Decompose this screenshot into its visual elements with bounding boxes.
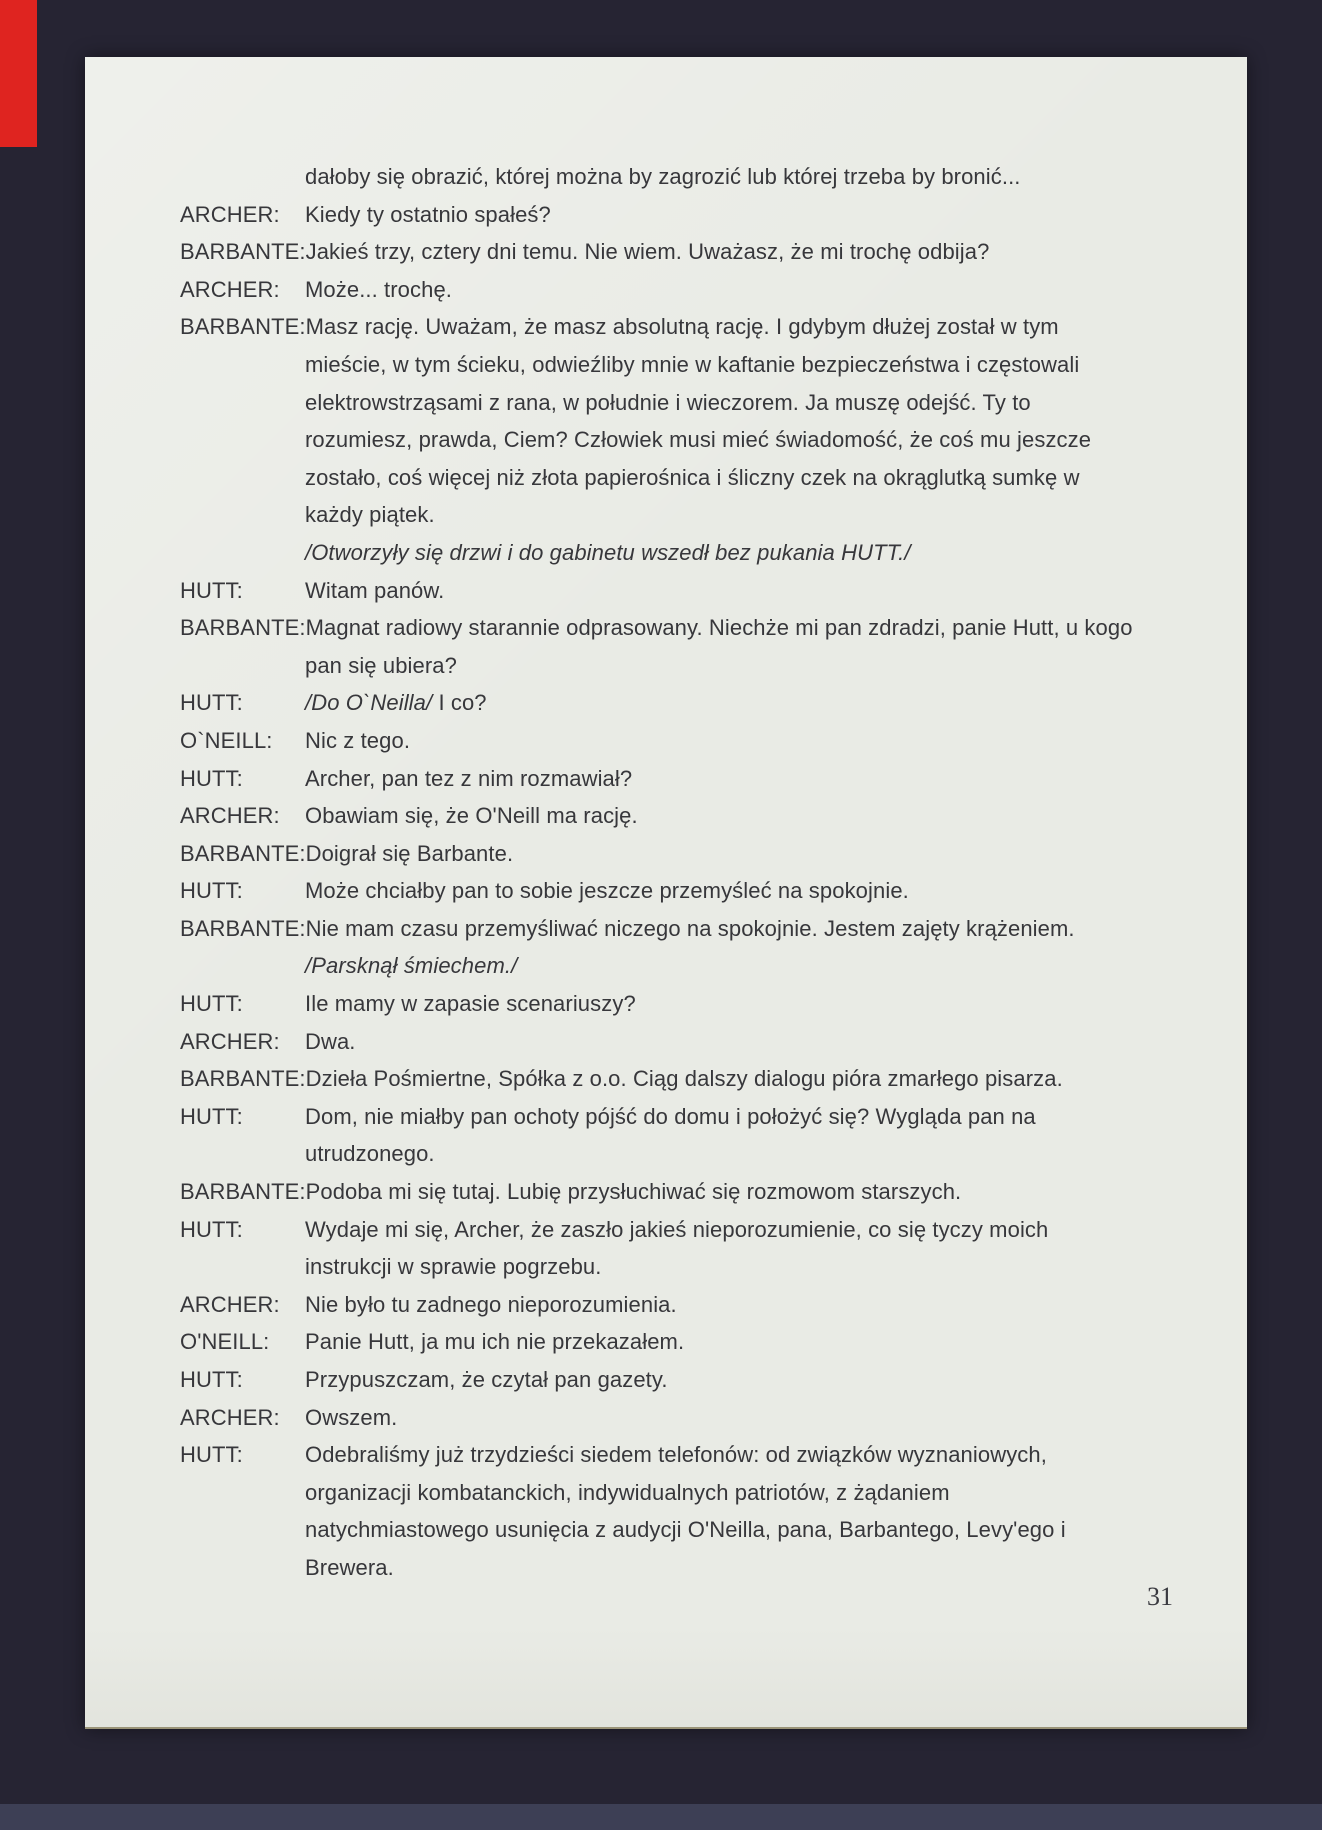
script-line <box>180 1361 1180 1399</box>
dialogue-text: Dwa. <box>305 1028 356 1054</box>
script-line <box>180 1173 1180 1211</box>
speaker-label <box>180 384 305 422</box>
dialogue-text: Nie mam czasu przemyśliwać niczego na spokojnie. Jestem zajęty krążeniem. <box>305 915 1075 941</box>
dialogue-text: Obawiam się, że O'Neill ma rację. <box>305 803 638 829</box>
speaker-label: HUTT: <box>180 1367 243 1392</box>
speaker-label <box>180 496 305 534</box>
dialogue-text: utrudzonego. <box>305 1141 435 1167</box>
dialogue-text: Przypuszczam, że czytał pan gazety. <box>305 1367 668 1392</box>
speaker-label: BARBANTE: <box>180 840 306 866</box>
dialogue-text: pan się ubiera? <box>305 652 457 678</box>
script-line <box>180 1135 1180 1173</box>
script-line <box>180 233 1180 271</box>
speaker-label: BARBANTE: <box>180 615 306 641</box>
dialogue-text: elektrowstrząsami z rana, w południe i wieczorem. Ja muszę odejść. Ty to <box>305 389 1031 415</box>
speaker-label: HUTT: <box>180 1216 243 1242</box>
script-line <box>180 421 1180 459</box>
page-number: 31 <box>1147 1582 1173 1611</box>
script-line <box>180 1511 1180 1549</box>
speaker-label: BARBANTE: <box>180 1066 306 1092</box>
dialogue-text: instrukcji w sprawie pogrzebu. <box>305 1254 602 1280</box>
script-line <box>180 1399 1180 1437</box>
speaker-label: BARBANTE: <box>180 1179 306 1205</box>
speaker-label: ARCHER: <box>180 1404 280 1430</box>
dialogue-text: Owszem. <box>305 1404 398 1430</box>
script-line <box>180 647 1180 685</box>
dialogue-text: Witam panów. <box>305 577 445 603</box>
script-line <box>180 760 1180 798</box>
stage-direction-text: /Otworzyły się drzwi i do gabinetu wszedł bez pukania HUTT./ <box>305 539 911 565</box>
speaker-label: O'NEILL: <box>180 1329 270 1355</box>
speaker-label <box>180 1474 305 1512</box>
script-line <box>180 346 1180 384</box>
script-line <box>180 1211 1180 1249</box>
stage-direction-text: /Parsknął śmiechem./ <box>305 953 518 979</box>
speaker-label: BARBANTE: <box>180 915 306 941</box>
speaker-label <box>180 647 305 685</box>
speaker-label <box>180 947 305 985</box>
dialogue-text-rest: I co? <box>432 690 487 716</box>
speaker-label <box>180 534 305 572</box>
dialogue-text: dałoby się obrazić, której można by zagrozić lub której trzeba by bronić... <box>305 164 1021 189</box>
dialogue-text: Magnat radiowy starannie odprasowany. Niechże mi pan zdradzi, panie Hutt, u kogo <box>305 615 1133 641</box>
speaker-label: HUTT: <box>180 765 243 791</box>
script-line <box>180 722 1180 760</box>
dialogue-text: Wydaje mi się, Archer, że zaszło jakieś nieporozumienie, co się tyczy moich <box>305 1216 1049 1242</box>
dialogue-text: zostało, coś więcej niż złota papierośnica i śliczny czek na okrąglutką sumkę w <box>305 464 1080 490</box>
inline-stage-direction: /Do O`Neilla/ <box>305 690 433 716</box>
speaker-label <box>180 158 305 196</box>
script-line <box>180 797 1180 835</box>
speaker-label: BARBANTE: <box>180 314 306 340</box>
script-line <box>180 872 1180 910</box>
red-tab <box>0 0 37 147</box>
script-line <box>180 158 1180 196</box>
script-line <box>180 609 1180 647</box>
speaker-label: O`NEILL: <box>180 727 273 753</box>
dialogue-text: Dom, nie miałby pan ochoty pójść do domu i położyć się? Wygląda pan na <box>305 1103 1036 1129</box>
script-line <box>180 1060 1180 1098</box>
script-line <box>180 1323 1180 1361</box>
dialogue-text: Archer, pan tez z nim rozmawiał? <box>305 765 633 791</box>
script-line <box>180 496 1180 534</box>
stage-direction-line <box>180 534 1180 572</box>
speaker-label: HUTT: <box>180 577 243 603</box>
speaker-label: BARBANTE: <box>180 239 306 265</box>
script-line <box>180 308 1180 346</box>
speaker-label: ARCHER: <box>180 1291 280 1317</box>
script-line <box>180 196 1180 234</box>
script-line <box>180 910 1180 948</box>
speaker-label <box>180 1135 305 1173</box>
dialogue-text: Może... trochę. <box>305 276 453 302</box>
speaker-label <box>180 1248 305 1286</box>
dialogue-text: Nic z tego. <box>305 727 411 753</box>
script-line <box>180 572 1180 610</box>
script-line <box>180 1436 1180 1474</box>
script-line <box>180 835 1180 873</box>
dialogue-text: rozumiesz, prawda, Ciem? Człowiek musi mieć świadomość, że coś mu jeszcze <box>305 427 1092 453</box>
dialogue-text: Kiedy ty ostatnio spałeś? <box>305 201 551 227</box>
speaker-label: ARCHER: <box>180 276 280 302</box>
dialogue-text: każdy piątek. <box>305 502 435 528</box>
speaker-label <box>180 1549 305 1587</box>
dialogue-text: Panie Hutt, ja mu ich nie przekazałem. <box>305 1329 685 1355</box>
dialogue-text <box>305 684 1180 722</box>
dialogue-text: mieście, w tym ścieku, odwieźliby mnie w kaftanie bezpieczeństwa i częstowali <box>305 351 1080 377</box>
speaker-label <box>180 421 305 459</box>
speaker-label: ARCHER: <box>180 803 280 829</box>
dialogue-text: Podoba mi się tutaj. Lubię przysłuchiwać się rozmowom starszych. <box>305 1179 962 1205</box>
speaker-label <box>180 459 305 497</box>
dialogue-text: Doigrał się Barbante. <box>305 840 514 866</box>
speaker-label: HUTT: <box>180 991 243 1017</box>
dialogue-text: Jakieś trzy, cztery dni temu. Nie wiem. Uważasz, że mi trochę odbija? <box>305 239 990 265</box>
scan-bottom-band <box>0 1804 1322 1830</box>
dialogue-text: Może chciałby pan to sobie jeszcze przemyśleć na spokojnie. <box>305 878 909 904</box>
script-line <box>180 459 1180 497</box>
speaker-label <box>180 1511 305 1549</box>
speaker-label: HUTT: <box>180 878 243 904</box>
script-page-paper <box>85 57 1247 1729</box>
speaker-label: ARCHER: <box>180 201 280 227</box>
script-line <box>180 1023 1180 1061</box>
script-line <box>180 1248 1180 1286</box>
script-line <box>180 684 1180 722</box>
dialogue-text: Odebraliśmy już trzydzieści siedem telefonów: od związków wyznaniowych, <box>305 1442 1047 1468</box>
script-line <box>180 1549 1180 1587</box>
dialogue-text: organizacji kombatanckich, indywidualnych patriotów, z żądaniem <box>305 1479 950 1505</box>
speaker-label <box>180 346 305 384</box>
speaker-label: ARCHER: <box>180 1028 280 1054</box>
script-line <box>180 384 1180 422</box>
speaker-label: HUTT: <box>180 1442 243 1468</box>
dialogue-text: Nie było tu zadnego nieporozumienia. <box>305 1291 677 1317</box>
speaker-label: HUTT: <box>180 1103 243 1129</box>
script-line <box>180 1474 1180 1512</box>
script-line <box>180 271 1180 309</box>
stage-direction-line <box>180 947 1180 985</box>
dialogue-text: Brewera. <box>305 1554 394 1580</box>
dialogue-text: Masz rację. Uważam, że masz absolutną rację. I gdybym dłużej został w tym <box>305 314 1059 340</box>
script-line <box>180 985 1180 1023</box>
dialogue-text: Ile mamy w zapasie scenariuszy? <box>305 991 636 1017</box>
script-text-block <box>180 158 1180 1587</box>
script-line <box>180 1098 1180 1136</box>
dialogue-text: natychmiastowego usunięcia z audycji O'Neilla, pana, Barbantego, Levy'ego i <box>305 1517 1066 1543</box>
dialogue-text: Dzieła Pośmiertne, Spółka z o.o. Ciąg dalszy dialogu pióra zmarłego pisarza. <box>305 1066 1063 1092</box>
script-line <box>180 1286 1180 1324</box>
speaker-label: HUTT: <box>180 690 243 716</box>
